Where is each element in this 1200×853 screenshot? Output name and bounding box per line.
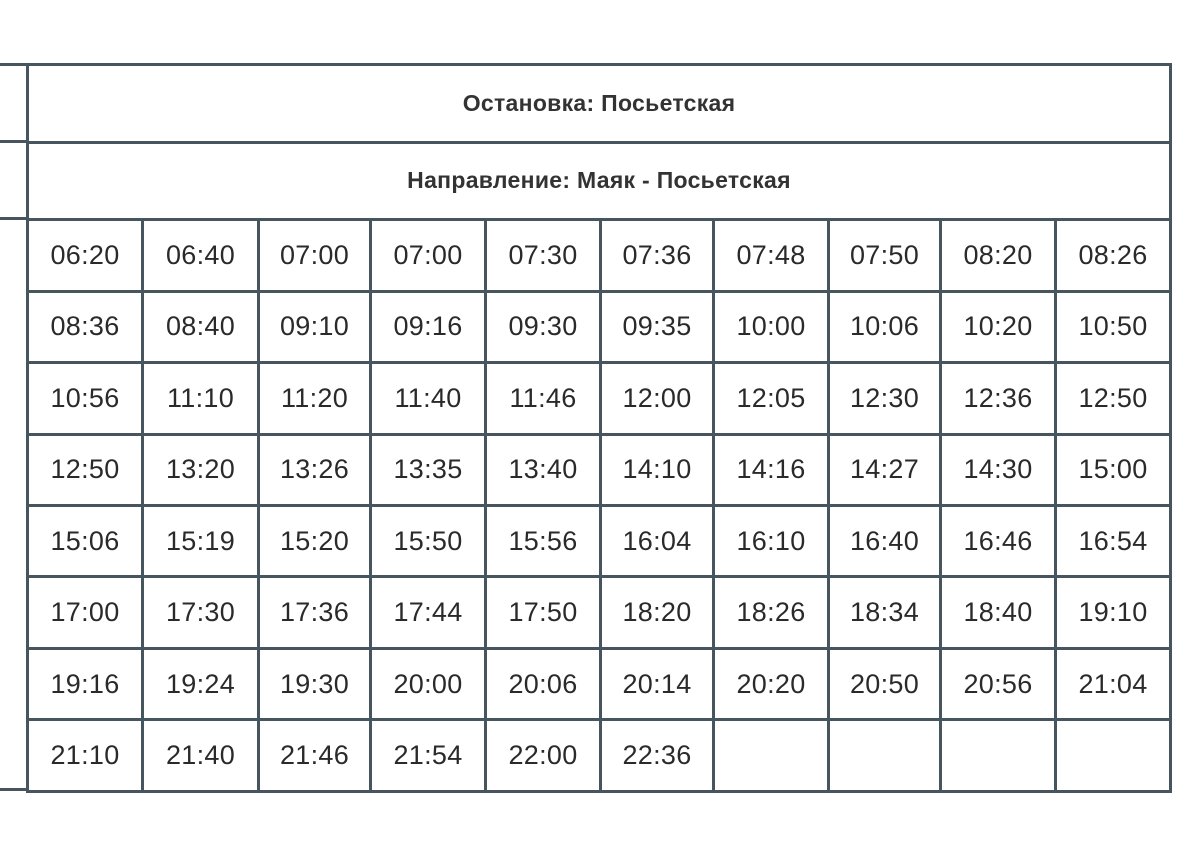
departure-time-cell: 19:30 (259, 648, 371, 719)
departure-time-cell: 06:20 (28, 220, 143, 291)
departure-time-cell: 17:00 (28, 577, 143, 648)
departure-time-cell (714, 720, 829, 792)
departure-time-cell: 20:56 (941, 648, 1056, 719)
departure-time-cell: 14:16 (714, 434, 829, 505)
departure-time-cell: 15:06 (28, 506, 143, 577)
departure-time-cell: 16:54 (1056, 506, 1171, 577)
table-row (28, 577, 1171, 648)
departure-time-cell: 12:36 (941, 363, 1056, 434)
departure-time-cell: 15:00 (1056, 434, 1171, 505)
stop-header-row (28, 65, 1171, 143)
departure-time-cell: 20:50 (829, 648, 941, 719)
bus-timetable (26, 63, 1172, 793)
departure-time-cell (1056, 720, 1171, 792)
departure-time-cell: 07:36 (601, 220, 714, 291)
departure-time-cell: 10:50 (1056, 291, 1171, 362)
departure-time-cell: 13:35 (371, 434, 486, 505)
departure-time-cell (829, 720, 941, 792)
departure-time-cell: 22:00 (486, 720, 601, 792)
departure-time-cell: 14:10 (601, 434, 714, 505)
departure-time-cell: 17:30 (143, 577, 259, 648)
departure-time-cell: 12:50 (28, 434, 143, 505)
departure-time-cell: 18:34 (829, 577, 941, 648)
departure-time-cell: 19:16 (28, 648, 143, 719)
departure-time-cell: 21:54 (371, 720, 486, 792)
departure-time-cell: 15:20 (259, 506, 371, 577)
departure-time-cell: 17:50 (486, 577, 601, 648)
departure-time-cell: 21:04 (1056, 648, 1171, 719)
departure-time-cell: 21:10 (28, 720, 143, 792)
departure-time-cell: 19:10 (1056, 577, 1171, 648)
departure-time-cell: 13:20 (143, 434, 259, 505)
departure-time-cell: 09:10 (259, 291, 371, 362)
departure-time-cell: 10:56 (28, 363, 143, 434)
table-row (28, 506, 1171, 577)
departure-time-cell: 16:40 (829, 506, 941, 577)
departure-time-cell: 10:20 (941, 291, 1056, 362)
departure-time-cell: 16:46 (941, 506, 1056, 577)
departure-time-cell: 12:05 (714, 363, 829, 434)
departure-time-cell: 17:44 (371, 577, 486, 648)
departure-time-cell: 14:27 (829, 434, 941, 505)
departure-time-cell: 12:00 (601, 363, 714, 434)
table-row (28, 434, 1171, 505)
departure-time-cell: 16:10 (714, 506, 829, 577)
departure-time-cell: 07:50 (829, 220, 941, 291)
departure-time-cell: 11:10 (143, 363, 259, 434)
departure-time-cell: 20:00 (371, 648, 486, 719)
departure-time-cell: 14:30 (941, 434, 1056, 505)
table-row (28, 648, 1171, 719)
table-row (28, 220, 1171, 291)
departure-time-cell: 06:40 (143, 220, 259, 291)
departure-time-cell: 10:06 (829, 291, 941, 362)
departure-time-cell: 15:50 (371, 506, 486, 577)
departure-time-cell: 19:24 (143, 648, 259, 719)
departure-time-cell: 07:00 (371, 220, 486, 291)
departure-time-cell: 21:46 (259, 720, 371, 792)
departure-time-cell: 09:35 (601, 291, 714, 362)
departure-time-cell: 12:30 (829, 363, 941, 434)
adjacent-table-edge (0, 63, 28, 791)
departure-time-cell: 12:50 (1056, 363, 1171, 434)
departure-time-cell: 18:26 (714, 577, 829, 648)
departure-time-cell: 18:40 (941, 577, 1056, 648)
timetable-body (28, 65, 1171, 792)
departure-time-cell (941, 720, 1056, 792)
departure-time-cell: 20:06 (486, 648, 601, 719)
departure-time-cell: 11:20 (259, 363, 371, 434)
direction-header: Направление: Маяк - Посьетская (28, 142, 1171, 220)
table-row (28, 363, 1171, 434)
departure-time-cell: 13:40 (486, 434, 601, 505)
table-border-line (0, 217, 28, 220)
departure-time-cell: 11:40 (371, 363, 486, 434)
departure-time-cell: 20:14 (601, 648, 714, 719)
departure-time-cell: 21:40 (143, 720, 259, 792)
table-border-line (0, 140, 28, 143)
departure-time-cell: 08:20 (941, 220, 1056, 291)
departure-time-cell: 15:56 (486, 506, 601, 577)
departure-time-cell: 07:30 (486, 220, 601, 291)
departure-time-cell: 11:46 (486, 363, 601, 434)
departure-time-cell: 07:48 (714, 220, 829, 291)
table-border-line (0, 63, 28, 66)
departure-time-cell: 16:04 (601, 506, 714, 577)
departure-time-cell: 20:20 (714, 648, 829, 719)
departure-time-cell: 08:40 (143, 291, 259, 362)
table-row (28, 720, 1171, 792)
departure-time-cell: 08:26 (1056, 220, 1171, 291)
departure-time-cell: 17:36 (259, 577, 371, 648)
departure-time-cell: 10:00 (714, 291, 829, 362)
departure-time-cell: 09:30 (486, 291, 601, 362)
departure-time-cell: 07:00 (259, 220, 371, 291)
departure-time-cell: 18:20 (601, 577, 714, 648)
departure-time-cell: 08:36 (28, 291, 143, 362)
table-row (28, 291, 1171, 362)
direction-header-row (28, 142, 1171, 220)
table-border-line (0, 788, 28, 791)
departure-time-cell: 09:16 (371, 291, 486, 362)
departure-time-cell: 13:26 (259, 434, 371, 505)
departure-time-cell: 15:19 (143, 506, 259, 577)
stop-name-header: Остановка: Посьетская (28, 65, 1171, 143)
departure-time-cell: 22:36 (601, 720, 714, 792)
